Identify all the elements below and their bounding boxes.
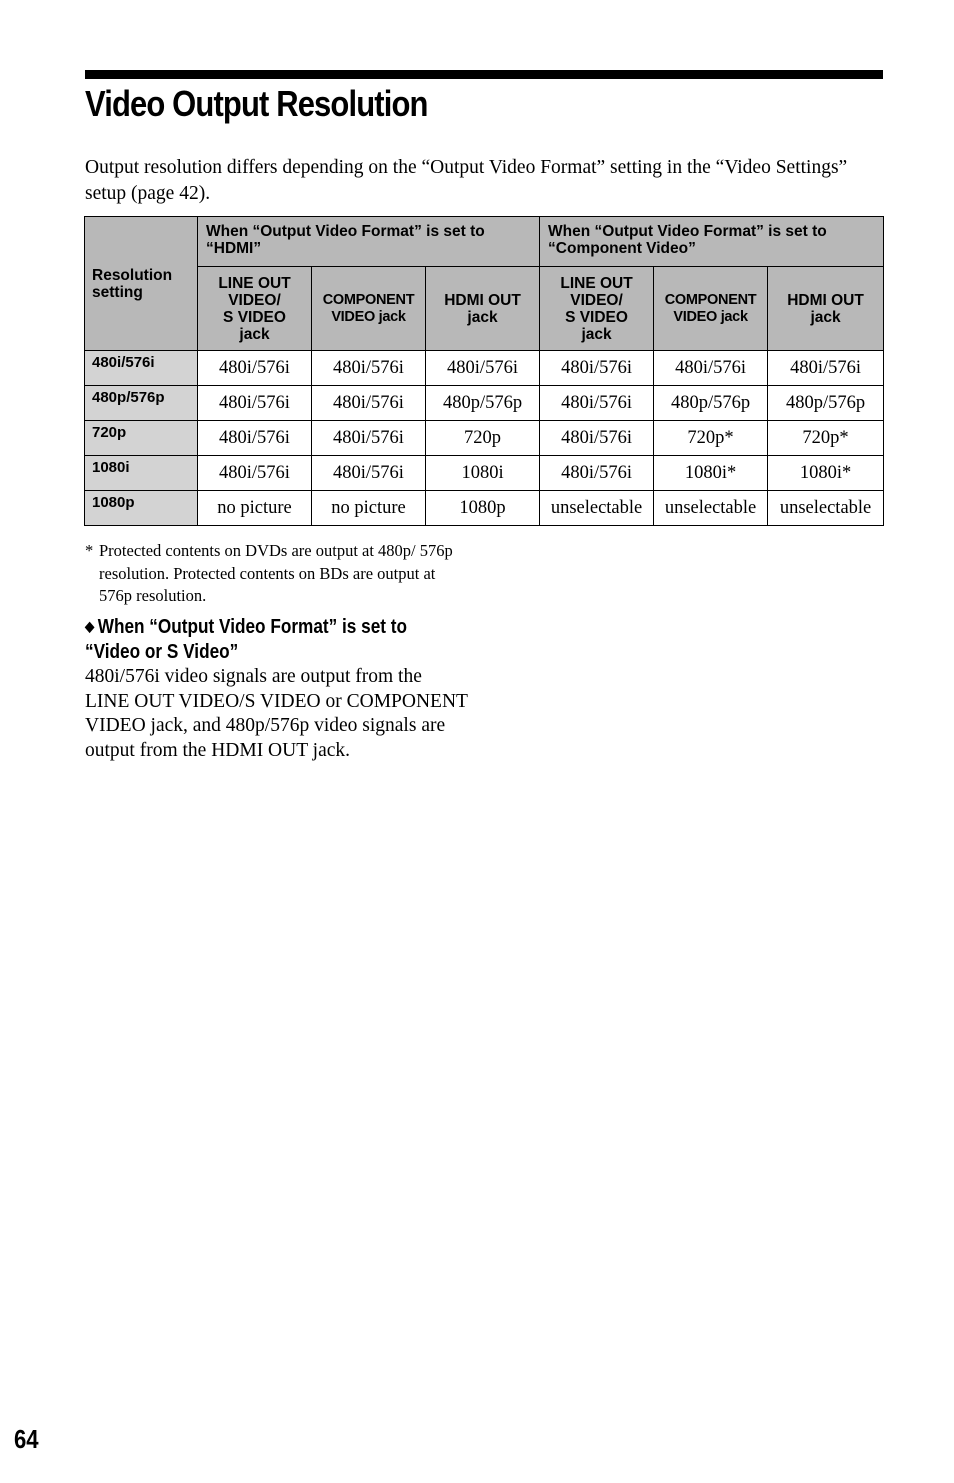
row-label: 480i/576i xyxy=(85,351,198,386)
column-header xyxy=(426,267,540,351)
table-cell: 480i/576i xyxy=(198,386,312,421)
table-cell: 480i/576i xyxy=(198,456,312,491)
top-rule xyxy=(85,70,883,79)
column-header xyxy=(312,267,426,351)
row-label: 1080p xyxy=(85,491,198,526)
table-cell: 720p* xyxy=(654,421,768,456)
column-header xyxy=(540,267,654,351)
column-header xyxy=(654,267,768,351)
column-header-line: COMPONENT xyxy=(664,291,757,308)
table-cell: 480i/576i xyxy=(654,351,768,386)
table-row xyxy=(85,456,884,491)
component-group-header: When “Output Video Format” is set to “Component Video” xyxy=(540,217,884,267)
column-header-line: jack xyxy=(581,325,612,343)
table-cell: unselectable xyxy=(540,491,654,526)
column-header-line: VIDEO jack xyxy=(331,308,406,325)
footnote-mark: * xyxy=(85,541,94,560)
page-title: Video Output Resolution xyxy=(85,83,428,124)
footnote xyxy=(85,540,465,608)
table-cell: 1080i* xyxy=(654,456,768,491)
table-cell: 1080i xyxy=(426,456,540,491)
table-cell: no picture xyxy=(312,491,426,526)
table-cell: 480i/576i xyxy=(312,456,426,491)
table-row xyxy=(85,491,884,526)
column-header-line: COMPONENT xyxy=(322,291,415,308)
column-header xyxy=(768,267,884,351)
column-header-line: jack xyxy=(467,308,498,326)
column-header-line: LINE OUT xyxy=(560,274,633,292)
section-subheading xyxy=(85,614,429,665)
table-cell: 480p/576p xyxy=(426,386,540,421)
table-cell: 480i/576i xyxy=(312,386,426,421)
table-cell: 480i/576i xyxy=(540,421,654,456)
table-cell: unselectable xyxy=(768,491,884,526)
table-cell: no picture xyxy=(198,491,312,526)
column-header-line: VIDEO jack xyxy=(673,308,748,325)
column-header-line: S VIDEO xyxy=(565,308,628,326)
table-cell: 480i/576i xyxy=(426,351,540,386)
table-cell: 480i/576i xyxy=(312,421,426,456)
row-label: 720p xyxy=(85,421,198,456)
page-number: 64 xyxy=(14,1424,39,1454)
column-header-line: jack xyxy=(810,308,841,326)
table-cell: unselectable xyxy=(654,491,768,526)
column-header-line: LINE OUT xyxy=(218,274,291,292)
table-cell: 480p/576p xyxy=(768,386,884,421)
table-cell: 480i/576i xyxy=(540,456,654,491)
table-cell: 720p* xyxy=(768,421,884,456)
column-header-line: VIDEO/ xyxy=(570,291,623,309)
footnote-text: Protected contents on DVDs are output at 480p/ 576p resolution. Protected contents on BDs are output at 576p resolution. xyxy=(99,541,453,605)
column-header-line: HDMI OUT xyxy=(787,291,864,309)
column-header xyxy=(198,267,312,351)
intro-paragraph: Output resolution differs depending on the “Output Video Format” setting in the “Video Settings” setup (page 42). xyxy=(85,157,848,204)
table-cell: 480i/576i xyxy=(768,351,884,386)
table-cell: 480p/576p xyxy=(654,386,768,421)
table-cell: 480i/576i xyxy=(540,351,654,386)
table-row xyxy=(85,351,884,386)
row-label: 1080i xyxy=(85,456,198,491)
table-row xyxy=(85,421,884,456)
hdmi-group-header: When “Output Video Format” is set to “HDMI” xyxy=(198,217,540,267)
column-header-line: HDMI OUT xyxy=(444,291,521,309)
row-label: 480p/576p xyxy=(85,386,198,421)
subheading-text: When “Output Video Format” is set to “Video or S Video” xyxy=(85,616,408,663)
table-row xyxy=(85,386,884,421)
table-cell: 1080p xyxy=(426,491,540,526)
section-body: 480i/576i video signals are output from the LINE OUT VIDEO/S VIDEO or COMPONENT VIDEO jack, and 480p/576p video signals are output from the HDMI OUT jack. xyxy=(85,666,468,761)
resolution-setting-header: Resolution setting xyxy=(85,217,198,351)
table-cell: 480i/576i xyxy=(312,351,426,386)
column-header-line: VIDEO/ xyxy=(228,291,281,309)
column-header-line: S VIDEO xyxy=(223,308,286,326)
table-cell: 1080i* xyxy=(768,456,884,491)
column-header-line: jack xyxy=(239,325,270,343)
diamond-icon: ◆ xyxy=(85,618,95,634)
table-cell: 480i/576i xyxy=(198,421,312,456)
table-cell: 480i/576i xyxy=(198,351,312,386)
table-cell: 720p xyxy=(426,421,540,456)
table-cell: 480i/576i xyxy=(540,386,654,421)
resolution-table xyxy=(84,216,884,526)
